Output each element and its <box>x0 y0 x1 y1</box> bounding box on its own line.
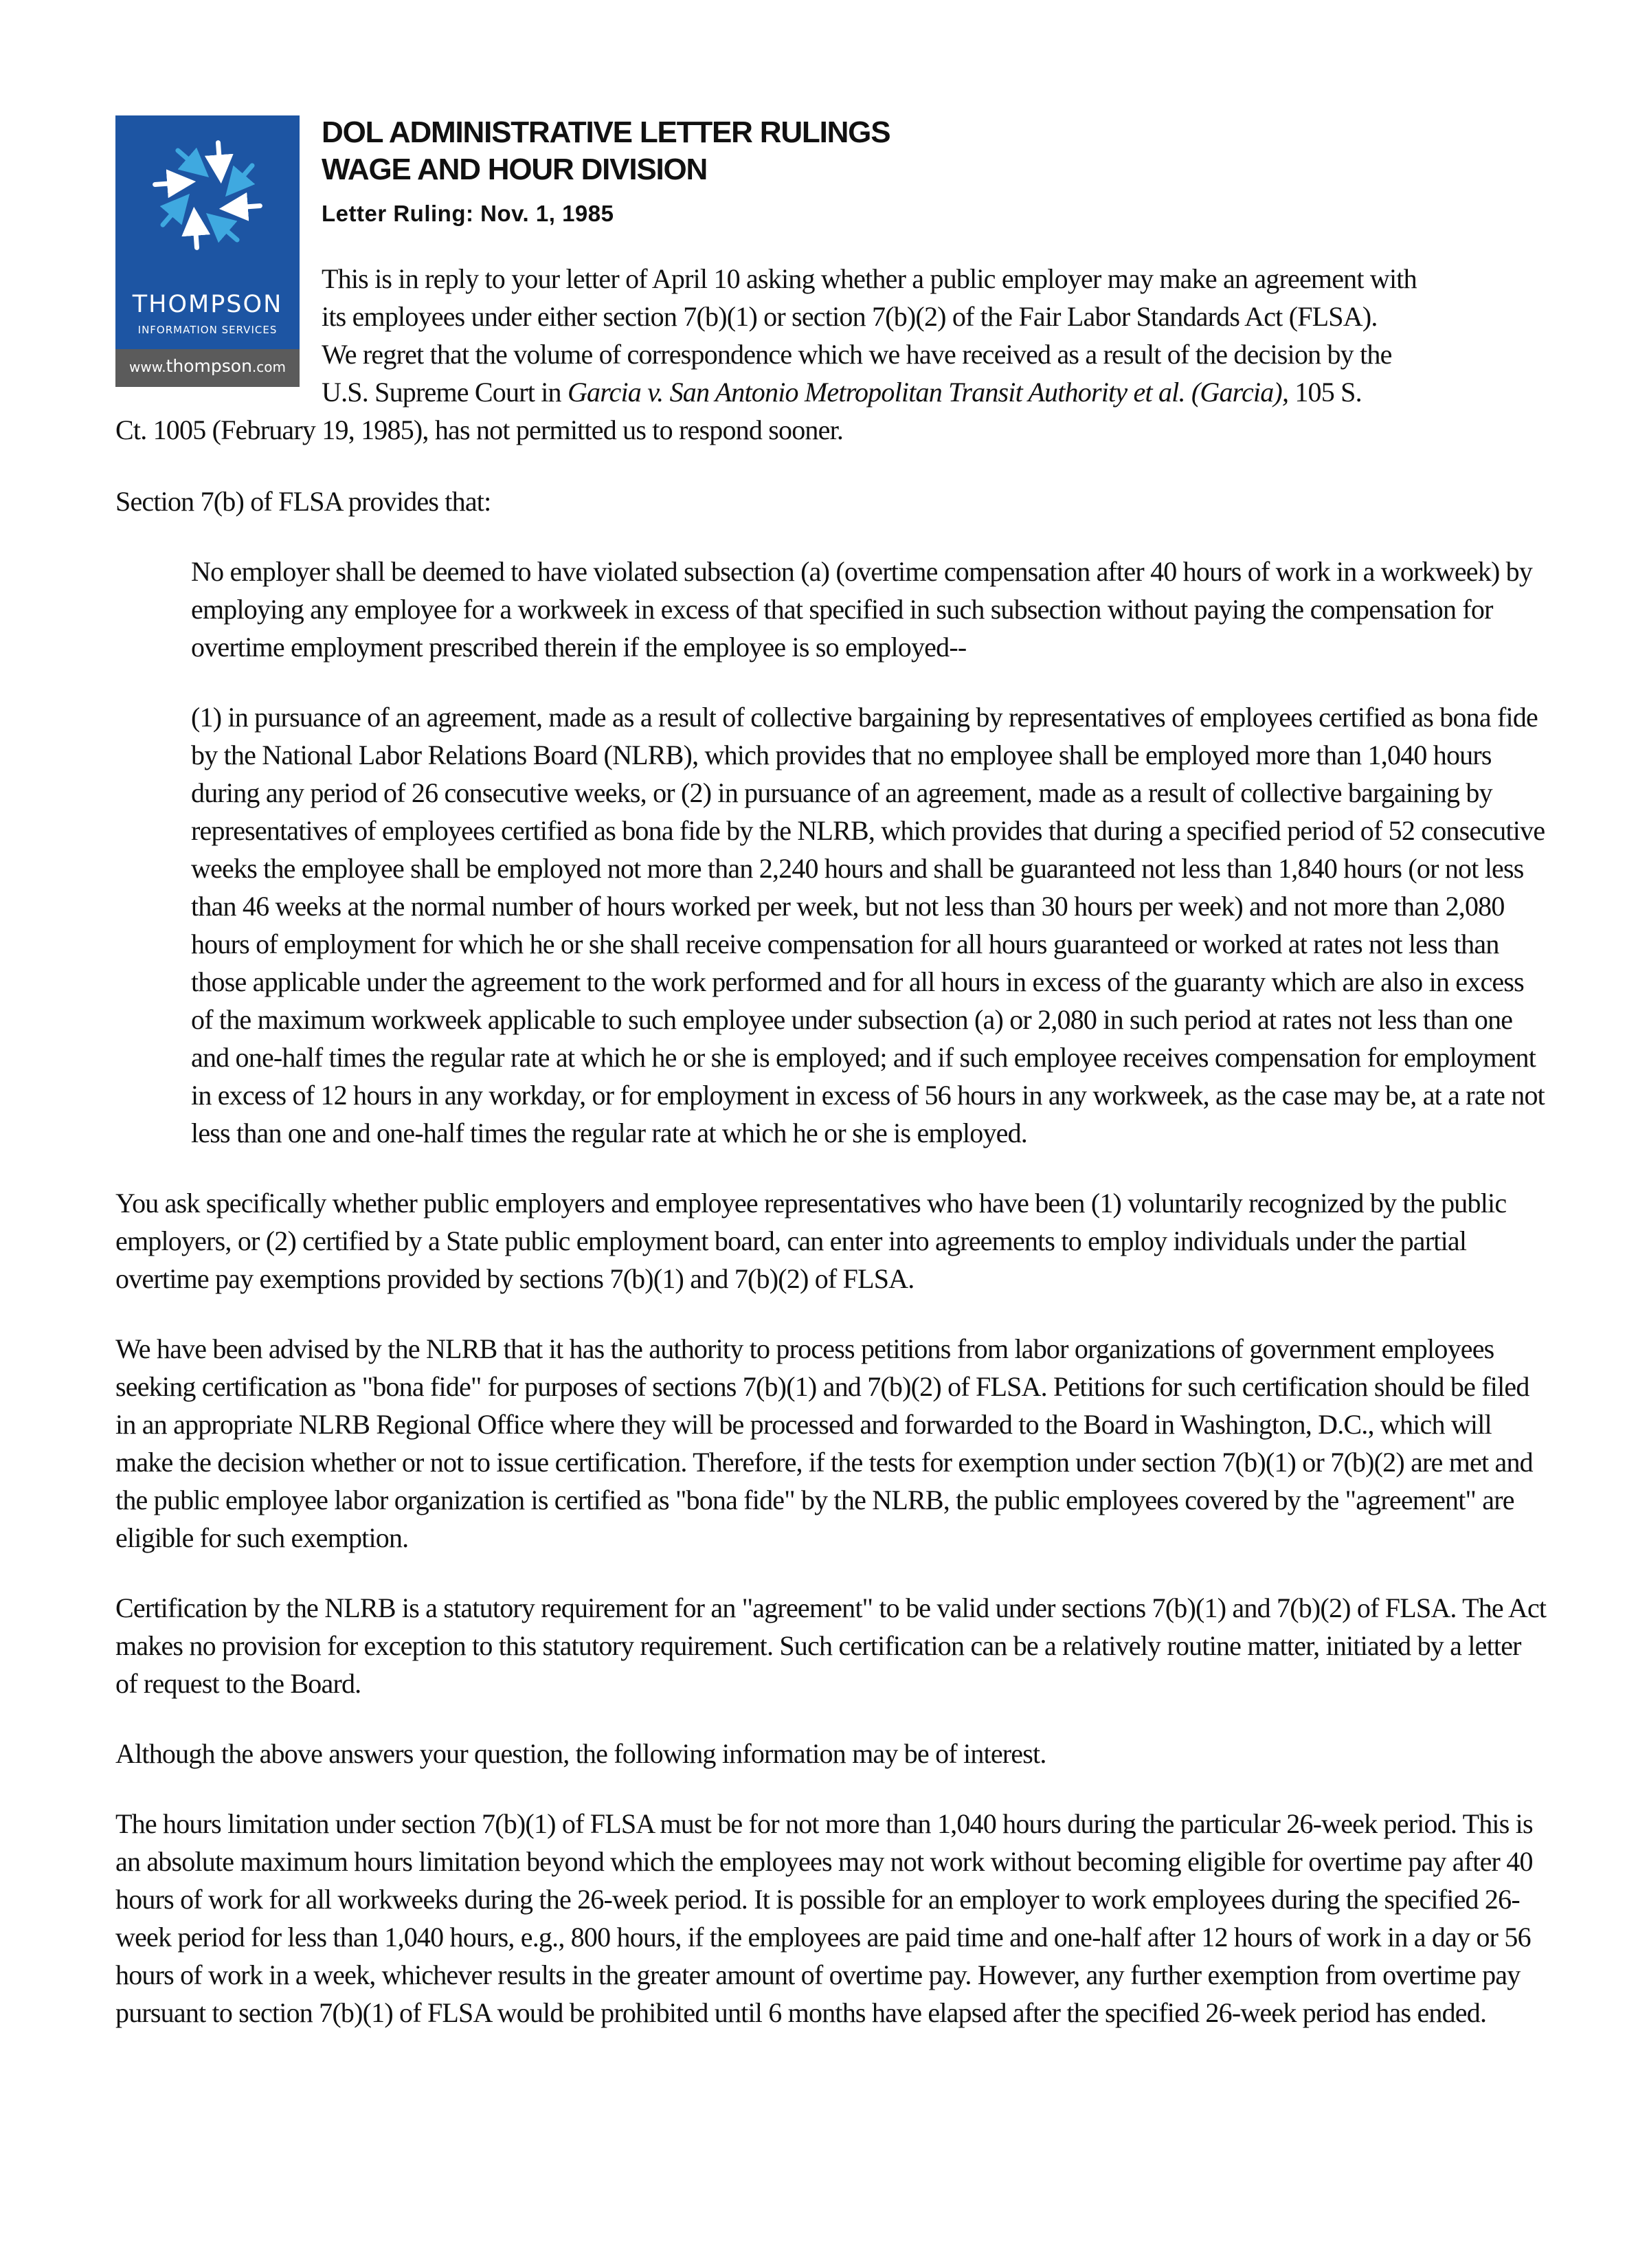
inward-arrows-circle-icon <box>139 126 276 264</box>
intro-line: its employees under either section 7(b)(1) or section 7(b)(2) of the Fair Labor Standards Act (FLSA). <box>322 301 1378 332</box>
logo-subtitle: INFORMATION SERVICES <box>137 324 278 336</box>
intro-paragraph <box>115 260 1548 449</box>
logo-arrow <box>178 151 198 168</box>
section-intro: Section 7(b) of FLSA provides that: <box>115 486 491 517</box>
logo-url-name: thompson <box>166 356 252 376</box>
logo-arrow <box>234 206 260 208</box>
body-paragraph: You ask specifically whether public employers and employee representatives who have been (1) voluntarily recognized by the public employers, or (2) certified by a State public employment board, can enter into agreements to employ individuals under the partial overtime pay exemptions provided by sections 7(b)(1) and 7(b)(2) of FLSA. <box>115 1188 1507 1294</box>
intro-line: We regret that the volume of correspondence which we have received as a result of the decision by the <box>322 339 1392 370</box>
intro-line <box>115 373 1548 411</box>
logo-arrow <box>235 166 252 186</box>
logo-arrow <box>155 183 182 185</box>
intro-line4-end: 105 S. <box>1288 377 1362 408</box>
ruling-date: Letter Ruling: Nov. 1, 1985 <box>322 201 614 226</box>
logo-arrow <box>217 223 237 240</box>
body-paragraph: Certification by the NLRB is a statutory requirement for an "agreement" to be valid under sections 7(b)(1) and 7(b)(2) of FLSA. The Act makes no provision for exception to this statutory requirement. Such certification can be a relatively routine matter, initiated by a letter of request to the Board. <box>115 1592 1547 1699</box>
logo-url-prefix: www. <box>128 359 166 375</box>
statute-quote-para2: (1) in pursuance of an agreement, made as a result of collective bargaining by representatives of employees certified as bona fide by the National Labor Relations Board (NLRB), which provides that no employee shall be employed more than 1,040 hours during any period of 26 consecutive weeks, or (2) in pursuance of an agreement, made as a result of collective bargaining by representatives of employees certified as bona fide by the NLRB, which provides that during a specified period of 52 consecutive weeks the employee shall be employed not more than 2,240 hours and shall be guaranteed not less than 1,840 hours (or not less than 46 weeks at the normal number of hours worked per week, but not less than 30 hours per week) and not more than 2,080 hours of employment for which he or she shall receive compensation for all hours guaranteed or worked at rates not less than those applicable under the agreement to the work performed and for all hours in excess of the guaranty which are also in excess of the maximum workweek applicable to such employee under subsection (a) or 2,080 in such period at rates not less than one and one-half times the regular rate at which he or she is employed; and if such employee receives compensation for employment in excess of 12 hours in any workday, or for employment in excess of 56 hours in any workweek, as the case may be, at a rate not less than one and one-half times the regular rate at which he or she is employed. <box>191 702 1545 1148</box>
intro-line4-start: U.S. Supreme Court in <box>322 377 568 408</box>
logo-arrow <box>163 205 180 225</box>
intro-line: This is in reply to your letter of April 10 asking whether a public employer may make an agreement with <box>322 263 1417 294</box>
body-paragraph: Although the above answers your question, the following information may be of interest. <box>115 1738 1046 1769</box>
body-paragraph: The hours limitation under section 7(b)(1) of FLSA must be for not more than 1,040 hours during the particular 26-week period. This is an absolute maximum hours limitation beyond which the employees may not work without becoming eligible for overtime pay after 40 hours of work for all workweeks during the 26-week period. It is possible for an employer to work employees during the specified 26-week period for less than 1,040 hours, e.g., 800 hours, if the employees are paid time and one-half after 12 hours of work in a day or 56 hours of work in a week, whichever results in the greater amount of overtime pay. However, any further exemption from overtime pay pursuant to section 7(b)(1) of FLSA would be prohibited until 6 months have elapsed after the specified 26-week period has ended. <box>115 1808 1533 2028</box>
body-paragraph: We have been advised by the NLRB that it has the authority to process petitions from labor organizations of government employees seeking certification as "bona fide" for purposes of sections 7(b)(1) and 7(b)(2) of FLSA. Petitions for such certification should be filed in an appropriate NLRB Regional Office where they will be processed and forwarded to the Board in Washington, D.C., which will make the decision whether or not to issue certification. Therefore, if the tests for exemption under section 7(b)(1) or 7(b)(2) are met and the public employee labor organization is certified as "bona fide" by the NLRB, the public employees covered by the "agreement" are eligible for such exemption. <box>115 1333 1533 1553</box>
logo-url-suffix: .com <box>251 359 286 375</box>
logo-arrow <box>195 221 197 248</box>
intro-line: Ct. 1005 (February 19, 1985), has not permitted us to respond sooner. <box>115 414 844 445</box>
document-title-line1: DOL ADMINISTRATIVE LETTER RULINGS <box>322 115 890 149</box>
statute-quote-para1: No employer shall be deemed to have violated subsection (a) (overtime compensation after 40 hours of work in a workweek) by employing any employee for a workweek in excess of that specified in such subsection without paying the compensation for overtime employment prescribed therein if the employee is so employed-- <box>191 556 1533 663</box>
logo-arrow <box>218 143 221 170</box>
case-name: Garcia v. San Antonio Metropolitan Transit Authority et al. (Garcia), <box>567 377 1289 408</box>
document-body <box>115 482 1548 2064</box>
logo-brand: THOMPSON <box>132 291 283 318</box>
document-title-line2: WAGE AND HOUR DIVISION <box>322 153 708 186</box>
